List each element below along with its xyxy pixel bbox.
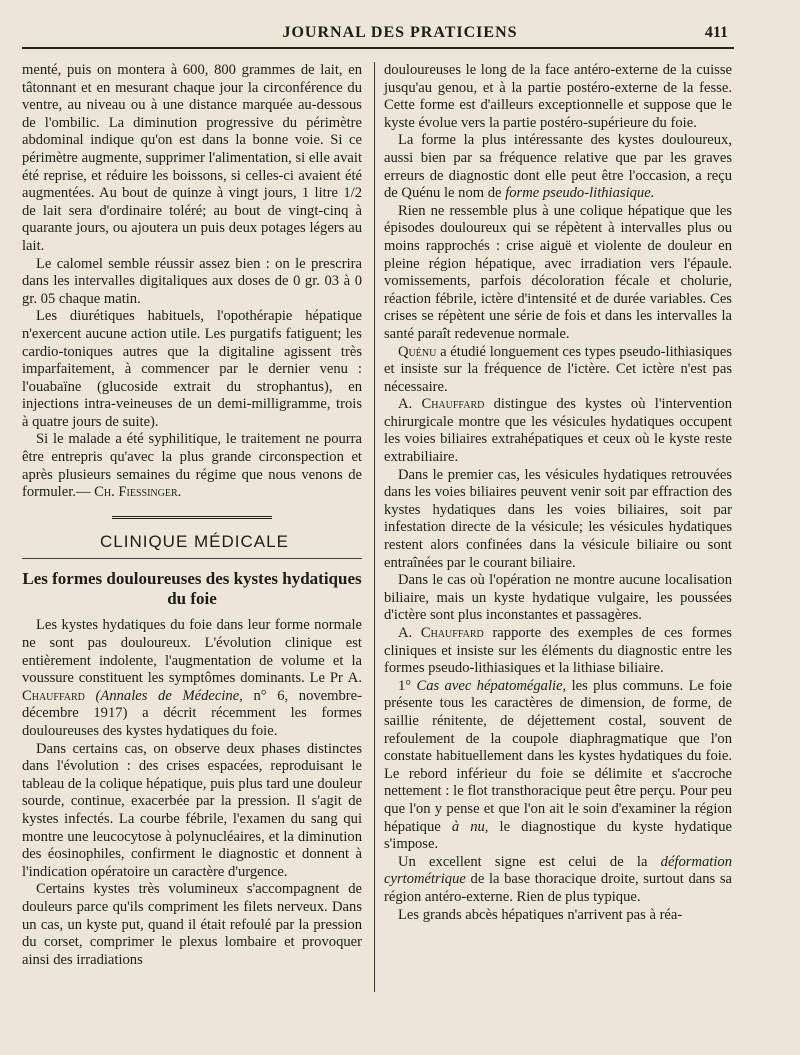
- paragraph-text: La forme la plus intéressante des kystes douloureux, aussi bien par sa fréquence relative que par les graves erreurs de diagnostic dont elle peut être l'occasion, a reçu de Quénu le nom de: [384, 132, 732, 202]
- article-title: Les formes douloureuses des kystes hydatiques du foie: [22, 569, 362, 609]
- header-rule: [22, 47, 734, 49]
- paragraph-text: rapporte des exemples de ces formes cliniques et insiste sur les éléments du diagnostic entre les formes pseudo-lithiasiques et la lithiase biliaire.: [384, 625, 732, 677]
- paragraph: Le calomel semble réussir assez bien : on le prescrira dans les intervalles digitaliques aux doses de 0 gr. 03 à 0 gr. 05 chaque matin.: [22, 255, 362, 307]
- paragraph-text: de la base thoracique droite, surtout dans sa région antéro-externe. Rien de plus typique.: [384, 871, 732, 905]
- paragraph: Les diurétiques habituels, l'opothérapie hépatique n'exercent aucune action utile. Les purgatifs fatiguent; les cardio-toniques autres que la digitaline agissent très imparfaitement, à commencer par le dernier venu : l'ouabaïne (glucoside extrait du strophantus), en injections intra-veineuses de un demi-milligramme, trois à quatre jours de suite).: [22, 308, 362, 430]
- paragraph: [22, 431, 362, 501]
- author-signature: Ch. Fiessinger.: [94, 484, 182, 501]
- paragraph: [384, 854, 732, 907]
- running-header: [0, 0, 800, 44]
- left-column: [22, 62, 362, 969]
- paragraph: Les grands abcès hépatiques n'arrivent pas à réa-: [398, 906, 683, 923]
- paragraph-text: les plus communs. Le foie présente tous les caractères de dimension, de forme, de saillie rénitente, de déjettement costal, souvent de refoulement de la coupole diaphragmatique que l'on constate habituellement dans les kystes hydatiques du foie. Le rebord inférieur du foie se délimite et s'accroche nettement : le flot transthoracique peut être perçu. Pour peu que l'on y pense et que l'on ait le soin d'examiner la région hépatique: [384, 677, 732, 835]
- paragraph: Dans le premier cas, les vésicules hydatiques retrouvées dans les voies biliaires peuvent venir soit par effraction des kystes hydatiques dans les voies biliaires, soit par infestation directe de la vésicule; les vésicules hydatiques restent alors confinées dans la vésicule biliaire ou sont entraînées par le courant biliaire.: [384, 466, 732, 571]
- section-divider: [22, 558, 362, 559]
- paragraph: [384, 396, 732, 466]
- paragraph-text: Les kystes hydatiques du foie dans leur forme normale ne sont pas douloureux. L'évolution clinique est entièrement indolente, l'augmentation de volume et la voussure constituent les symptômes dominants. Le Pr: [22, 617, 362, 687]
- page-number: 411: [704, 24, 728, 41]
- emphasis: déformation cyrtométrique: [384, 853, 732, 888]
- paragraph: Dans le cas où l'opération ne montre aucune localisation biliaire, mais un kyste hydatique vulgaire, les poussées d'ictère sont plus inconstantes et passagères.: [384, 572, 732, 624]
- separator: [112, 516, 272, 519]
- author-name: A. Chauffard: [398, 625, 484, 641]
- author-name: A. Chauffard: [22, 670, 362, 704]
- emphasis: Cas avec hépatomégalie,: [416, 677, 567, 694]
- paragraph: Rien ne ressemble plus à une colique hépatique que les épisodes douloureux qui se répètent à intervalles plus ou moins rapprochés : crise aiguë et violente de douleur en pleine région hépatique, avec irradiation vers l'épaule. vomissements, parfois décoloration fécale et cholurie, réaction fébrile, ictère d'intensité et de durée variables. Ces crises se répètent une série de fois et dans les intervalles la santé paraît redevenue normale.: [384, 202, 732, 342]
- paragraph: [22, 617, 362, 740]
- paragraph: [384, 132, 732, 202]
- column-divider: [374, 62, 375, 992]
- author-name: Quénu: [398, 343, 437, 360]
- paragraph: [384, 625, 732, 678]
- paragraph-text: distingue des kystes où l'intervention chirurgicale montre que les vésicules hydatiques occupent les voies biliaires extrahépatiques et ceux où le kyste reste extrabiliaire.: [384, 396, 732, 466]
- paragraph-text: le diagnostique du kyste hydatique s'impose.: [384, 818, 732, 853]
- paragraph: [384, 678, 732, 854]
- journal-reference: (Annales de Médecine,: [95, 687, 243, 704]
- paragraph: [384, 344, 732, 397]
- section-heading: CLINIQUE MÉDICALE: [100, 531, 289, 551]
- paragraph: Dans certains cas, on observe deux phases distinctes dans l'évolution : des crises espacées, reproduisant le tableau de la colique hépatique, puis plus tard une douleur sourde, continue, exacerbée par la pression. Il s'agit de kystes infectés. La courbe fébrile, l'examen du sang qui montre une leucocytose à polynucléaires, et la diminution des éosinophiles, confirment le diagnostic et donnent à l'indication opératoire un caractère d'urgence.: [22, 740, 362, 880]
- paragraph: menté, puis on montera à 600, 800 grammes de lait, en tâtonnant et en mesurant chaque jour la circonférence du ventre, au niveau ou à une distance marquée au-dessous de l'ombilic. La diminution progressive du périmètre abdominal indique qu'on est dans la bonne voie. Si ce périmètre augmente, supprimer l'alimentation, si elle avait été reprise, et réduire les boissons, si celles-ci avaient été augmentées. Au bout de quinze à vingt jours, 1 litre 1/2 de lait sera d'ordinaire toléré; au bout de vingt-cinq à quarante jours, ou ajoutera un puis deux potages légers au lait.: [22, 62, 362, 254]
- paragraph: douloureuses le long de la face antéro-externe de la cuisse jusqu'au genou, et à la partie postéro-externe de la fesse. Cette forme est d'ailleurs exceptionnelle et suppose que le kyste évolue vers la partie postéro-supérieure du foie.: [384, 62, 732, 131]
- paragraph: Certains kystes très volumineux s'accompagnent de douleurs parce qu'ils compriment les filets nerveux. Dans un cas, un kyste put, quand il était refoulé par la pression du corset, comprimer le plexus lombaire et provoquer ainsi des irradiations: [22, 881, 362, 968]
- paragraph-text: Un excellent signe est celui de la: [398, 853, 661, 870]
- journal-title: JOURNAL DES PRATICIENS: [282, 24, 518, 41]
- paragraph-text: n° 6, novembre-décembre 1917) a décrit récemment les formes douloureuses des kystes hydatiques du foie.: [22, 687, 363, 739]
- paragraph-text: Si le malade a été syphilitique, le traitement ne pourra être entrepris qu'avec la plus grande circonspection et après plusieurs semaines du régime que nous venons de formuler.—: [22, 431, 362, 501]
- right-column: [384, 62, 732, 924]
- list-number: 1°: [398, 677, 417, 694]
- emphasis: forme pseudo-lithiasique.: [505, 185, 655, 202]
- paragraph-text: a étudié longuement ces types pseudo-lithiasiques et insiste sur la fréquence de l'ictère. Cet ictère n'est pas nécessaire.: [384, 343, 732, 395]
- author-name: A. Chauffard: [398, 396, 485, 413]
- emphasis: à nu,: [451, 818, 489, 835]
